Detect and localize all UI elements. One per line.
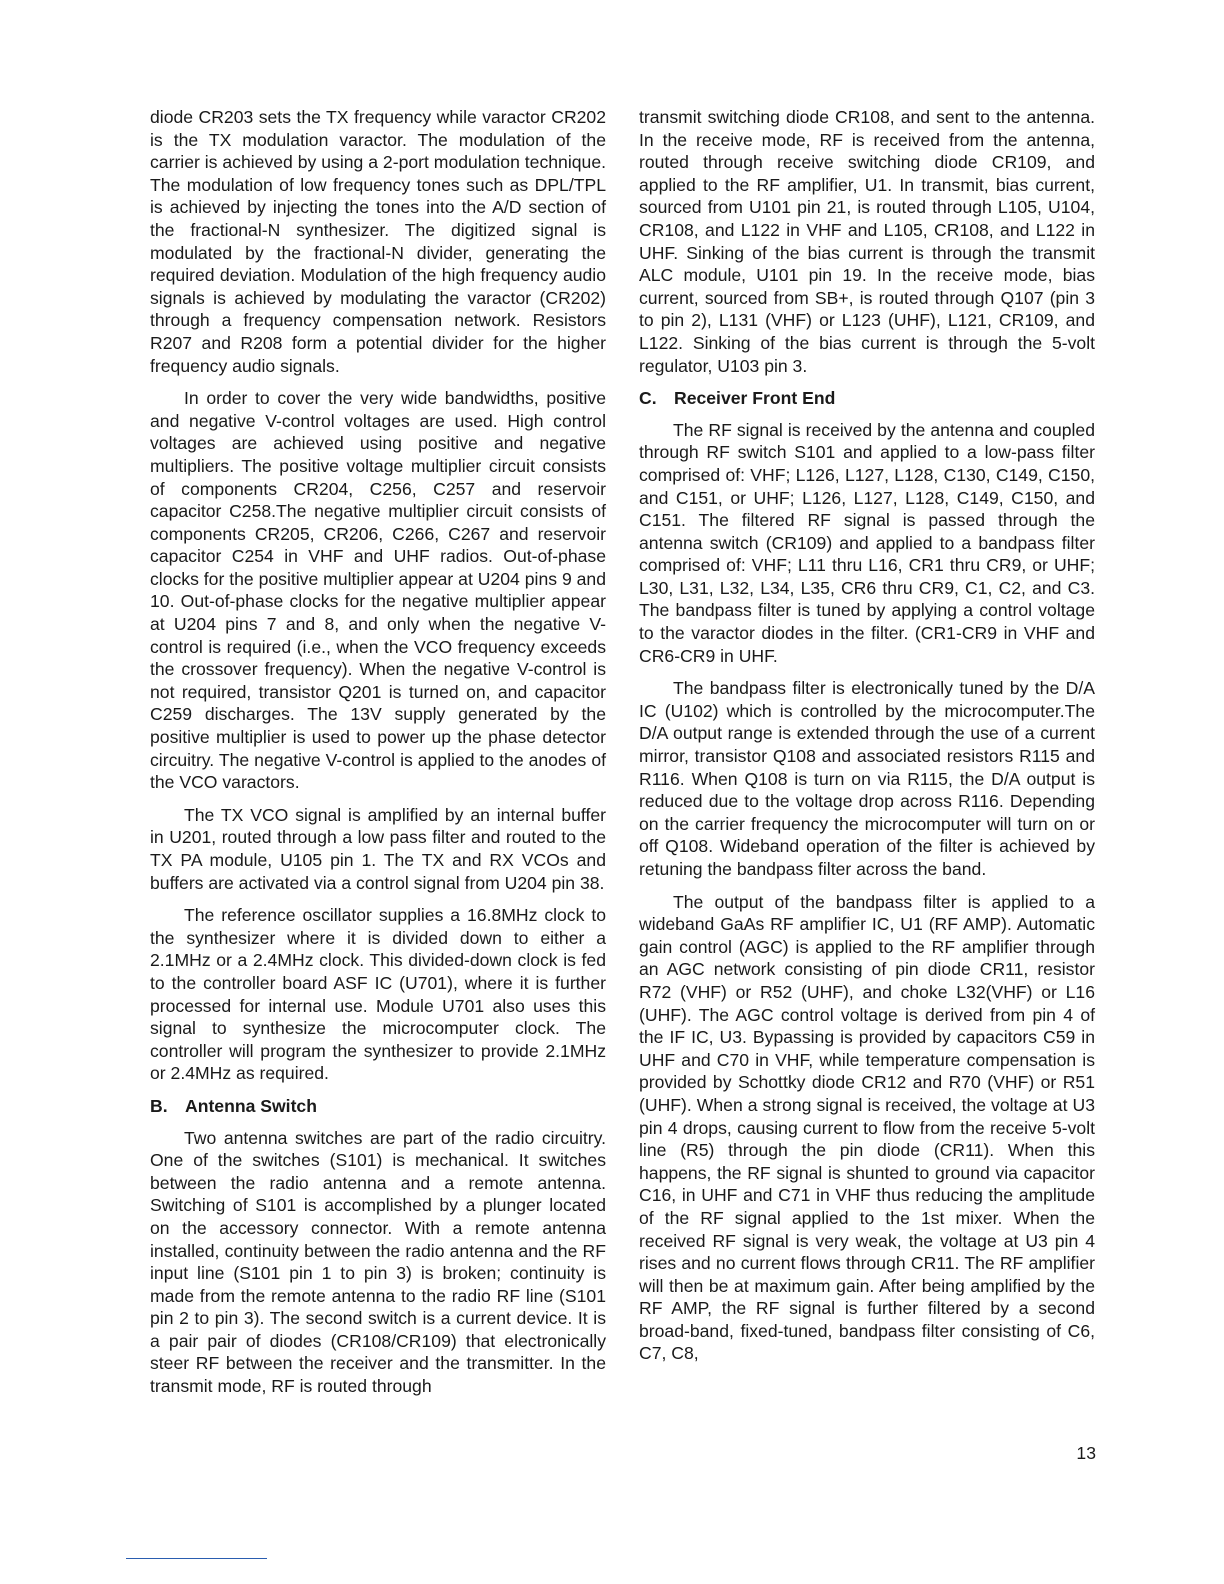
left-column [150,106,606,1408]
paragraph-reference-oscillator: The reference oscillator supplies a 16.8MHz clock to the synthesizer where it is divided down to either a 2.1MHz or a 2.4MHz clock. This divided-down clock is fed to the controller board ASF IC (U701), where it is further processed for internal use. Module U701 also uses this signal to synthesize the microcomputer clock. The controller will program the synthesizer to provide 2.1MHz or 2.4MHz as required. [150,905,606,1084]
section-title: Antenna Switch [185,1095,317,1116]
paragraph-rf-signal: The RF signal is received by the antenna and coupled through RF switch S101 and applied to a low-pass filter comprised of: VHF; L126, L127, L128, C130, C149, C150, and C151, or UHF; L126, L127, L128, C149, C150, and C151. The filtered RF signal is passed through the antenna switch (CR109) and applied to a bandpass filter comprised of: VHF; L11 thru L16, CR1 thru CR9, or UHF; L30, L31, L32, L34, L35, CR6 thru CR9, C1, C2, and C3. The bandpass filter is tuned by applying a control voltage to the varactor diodes in the filter. (CR1-CR9 in VHF and CR6-CR9 in UHF. [639,419,1095,666]
paragraph-rf-amplifier: The output of the bandpass filter is applied to a wideband GaAs RF amplifier IC, U1 (RF AMP). Automatic gain control (AGC) is applied to the RF amplifier through an AGC network consisting of pin diode CR11, resistor R72 (VHF) or R52 (UHF), and choke L32(VHF) or L16 (UHF). The AGC control voltage is derived from pin 4 of the IF IC, U3. Bypassing is provided by capacitors C59 in UHF and C70 in VHF, while temperature compensation is provided by Schottky diode CR12 and R70 (VHF) or R51 (UHF). When a strong signal is received, the voltage at U3 pin 4 drops, causing current to flow from the receive 5-volt line (R5) through the pin diode (CR11). When this happens, the RF signal is shunted to ground via capacitor C16, in UHF and C71 in VHF thus reducing the amplitude of the RF signal applied to the 1st mixer. When the received RF signal is very weak, the voltage at U3 pin 4 rises and no current flows through CR11. The RF amplifier will then be at maximum gain. After being amplified by the RF AMP, the RF signal is further filtered by a second broad-band, fixed-tuned, bandpass filter consisting of C6, C7, C8, [639,891,1095,1364]
paragraph-synth-modulation: diode CR203 sets the TX frequency while varactor CR202 is the TX modulation varactor. The modulation of the carrier is achieved by using a 2-port modulation technique. The modulation of low frequency tones such as DPL/TPL is achieved by injecting the tones into the A/D section of the fractional-N synthesizer. The digitized signal is modulated by the fractional-N divider, generating the required deviation. Modulation of the high frequency audio signals is achieved by modulating the varactor (CR202) through a frequency compensation network. Resistors R207 and R208 form a potential divider for the higher frequency audio signals. [150,107,606,376]
section-title: Receiver Front End [674,388,836,409]
section-heading-receiver-front-end [639,387,1095,410]
paragraph-antenna-switch: Two antenna switches are part of the radio circuitry. One of the switches (S101) is mechanical. It switches between the radio antenna and a remote antenna. Switching of S101 is accomplished by a plunger located on the accessory connector. With a remote antenna installed, continuity between the radio antenna and the RF input line (S101 pin 1 to pin 3) is broken; continuity is made from the remote antenna to the radio RF line (S101 pin 2 to pin 3). The second switch is a current device. It is a pair pair of diodes (CR108/CR109) that electronically steer RF between the receiver and the transmitter. In the transmit mode, RF is routed through [150,1127,606,1397]
page-number: 13 [1076,1443,1096,1463]
paragraph-tx-vco: The TX VCO signal is amplified by an internal buffer in U201, routed through a low pass filter and routed to the TX PA module, U105 pin 1. The TX and RX VCOs and buffers are activated via a control signal from U204 pin 38. [150,804,606,893]
footer-rule [126,1558,267,1559]
paragraph-v-control: In order to cover the very wide bandwidths, positive and negative V-control voltages are used. High control voltages are achieved using positive and negative multipliers. The positive voltage multiplier circuit consists of components CR204, C256, C257 and reservoir capacitor C258.The negative multiplier circuit consists of components CR205, CR206, C266, C267 and reservoir capacitor C254 in VHF and UHF radios. Out-of-phase clocks for the positive multiplier appear at U204 pins 9 and 10. Out-of-phase clocks for the negative multiplier appear at U204 pins 7 and 8, and only when the negative V-control is required (i.e., when the VCO frequency exceeds the crossover frequency). When the negative V-control is not required, transistor Q201 is turned on, and capacitor C259 discharges. The 13V supply generated by the positive multiplier is used to power up the phase detector circuitry. The negative V-control is applied to the anodes of the VCO varactors. [150,388,606,793]
section-letter: B. [150,1095,168,1116]
paragraph-bandpass-tuning: The bandpass filter is electronically tuned by the D/A IC (U102) which is controlled by the microcomputer.The D/A output range is extended through the use of a current mirror, transistor Q108 and associated resistors R115 and R116. When Q108 is turn on via R115, the D/A output is reduced due to the voltage drop across R116. Depending on the carrier frequency the microcomputer will turn on or off Q108. Wideband operation of the filter is achieved by retuning the bandpass filter across the band. [639,678,1095,879]
paragraph-switching-diode: transmit switching diode CR108, and sent to the antenna. In the receive mode, RF is received from the antenna, routed through receive switching diode CR109, and applied to the RF amplifier, U1. In transmit, bias current, sourced from U101 pin 21, is routed through L105, U104, CR108, and L122 in VHF and L105, CR108, and L122 in UHF. Sinking of the bias current is through the transmit ALC module, U101 pin 19. In the receive mode, bias current, sourced from SB+, is routed through Q107 (pin 3 to pin 2), L131 (VHF) or L123 (UHF), L121, CR109, and L122. Sinking of the bias current is through the 5-volt regulator, U103 pin 3. [639,107,1095,376]
section-letter: C. [639,388,657,409]
right-column [639,106,1095,1375]
section-heading-antenna-switch [150,1095,606,1118]
